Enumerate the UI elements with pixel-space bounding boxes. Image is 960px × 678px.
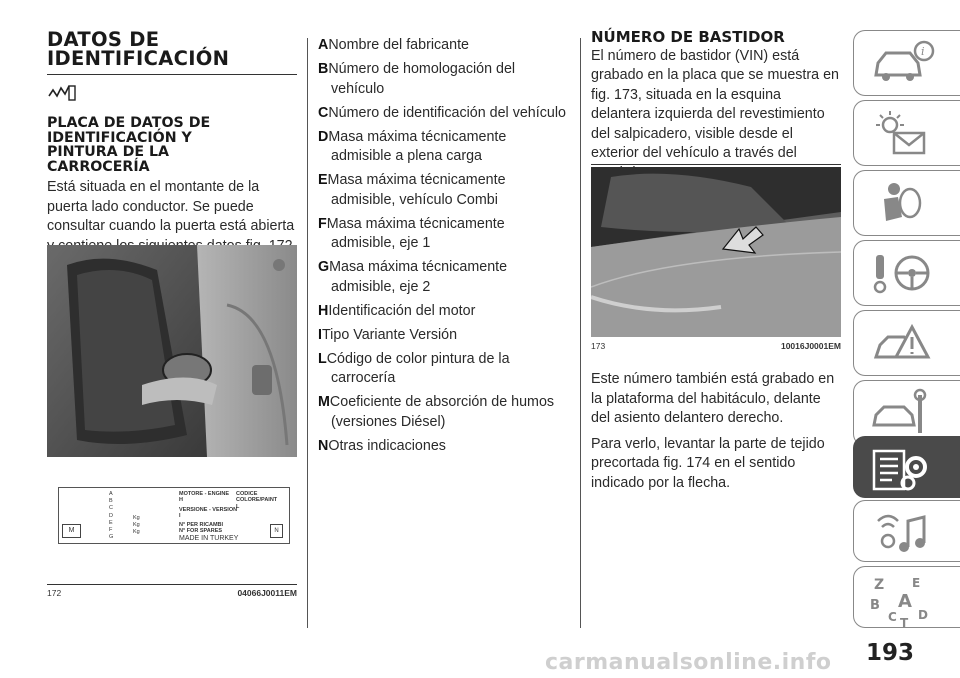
car-info-icon (868, 37, 938, 91)
item-text: Número de identificación del vehículo (328, 104, 566, 121)
plate-n-box: N (270, 524, 283, 538)
subsection-title-line1: PLACA DE DATOS DE (47, 115, 211, 131)
item-text: Masa máxima técnicamente admisible, vehículo Combi (327, 172, 506, 208)
item-text: Coeficiente de absorción de humos (versiones Diésel) (329, 394, 555, 430)
key-steering-wheel-icon (868, 247, 938, 301)
vin-title: NÚMERO DE BASTIDOR (591, 28, 785, 46)
tab-emergency[interactable] (853, 310, 960, 376)
plate-letter: G (109, 534, 114, 541)
technical-data-small-icon (47, 84, 297, 102)
item-text: Número de homologación del vehículo (328, 61, 516, 97)
column-divider (307, 38, 308, 628)
figure-173-caption (591, 341, 841, 351)
alphabetical-index-icon (868, 573, 938, 627)
item-text: Otras indicaciones (328, 437, 446, 454)
tab-index[interactable] (853, 566, 960, 628)
plate-right-text (236, 491, 289, 510)
subsection-title-line3: PINTURA DE LA (47, 144, 170, 160)
item-letter: M (318, 394, 330, 410)
plate-center-text (179, 491, 238, 542)
caption-rule (591, 164, 841, 165)
subsection-title-line2: IDENTIFICACIÓN Y (47, 129, 192, 146)
item-letter: H (318, 302, 329, 319)
plate-text: VERSIONE - VERSION (179, 506, 238, 513)
plate-text: CODICE COLORE/PAINT (236, 491, 278, 504)
middle-column (318, 36, 568, 461)
tab-technical-data[interactable] (853, 436, 960, 498)
figure-172-caption (47, 588, 297, 598)
item-letter: A (318, 37, 329, 53)
vin-paragraph-3: Para verlo, levantar la parte de tejido precortada fig. 174 en el sentido indicado por la flecha. (591, 435, 825, 491)
list-item (318, 258, 568, 297)
watermark: carmanualsonline.info (545, 650, 832, 675)
item-letter: D (318, 128, 329, 145)
svg-text:C: C (888, 610, 897, 624)
item-letter: N (318, 437, 329, 454)
item-text: Masa máxima técnicamente admisible, eje 2 (329, 259, 508, 295)
section-title-line1: DATOS DE (47, 28, 160, 51)
svg-text:i: i (921, 45, 925, 58)
figure-172-photo (47, 245, 297, 457)
subsection-title (47, 116, 297, 174)
svg-text:E: E (912, 576, 921, 590)
plate-letter: F (109, 527, 113, 534)
right-column (591, 30, 841, 183)
plate-text: I (179, 512, 181, 519)
plate-text: L (236, 503, 240, 510)
plate-data-list (318, 36, 568, 456)
item-letter: E (318, 172, 328, 188)
emergency-triangle-icon (868, 317, 938, 371)
title-rule (47, 74, 297, 75)
list-item (318, 215, 568, 254)
figure-173-photo (591, 167, 841, 337)
plate-text: N° FOR SPARES (179, 528, 223, 535)
list-item (318, 36, 568, 56)
plate-m-box: M (62, 524, 81, 538)
tab-safety[interactable] (853, 170, 960, 236)
item-text: Tipo Variante Versión (321, 326, 458, 343)
right-column-lower (591, 370, 841, 493)
list-item (318, 437, 568, 457)
list-item (318, 350, 568, 389)
svg-text:A: A (898, 591, 912, 612)
item-letter: C (318, 104, 329, 121)
item-text: Nombre del fabricante (328, 37, 469, 53)
tab-multimedia[interactable] (853, 500, 960, 562)
vin-paragraph-1: El número de bastidor (VIN) está grabado en la placa que se muestra en fig. 173, situada en la esquina delantera izquierda del revestimiento del salpicadero, visible desde el exterior del vehículo a través del (591, 47, 839, 161)
plate-text: MADE IN TURKEY (179, 534, 239, 542)
figure-number: 172 (47, 588, 62, 598)
section-title-line2: IDENTIFICACIÓN (47, 47, 230, 70)
figure-number: 173 (591, 341, 606, 351)
item-text: Masa máxima técnicamente admisible, eje 1 (326, 215, 505, 251)
left-column (47, 30, 297, 256)
tab-warning-lights[interactable] (853, 100, 960, 166)
plate-description: Está situada en el montante de la puerta lado conductor. Se puede consultar cuando la puerta está abierta (47, 179, 295, 234)
figure-172-plate (58, 487, 290, 544)
vin-paragraph-2: Este número también está grabado en la plataforma del habitáculo, delante del asiento delantero derecho. (591, 371, 835, 426)
page-number: 193 (866, 640, 915, 666)
plate-letter: D (109, 512, 113, 519)
plate-letters (109, 491, 113, 541)
item-letter: I (318, 326, 322, 343)
item-letter: G (318, 259, 330, 275)
item-text: Código de color pintura de la carrocería (326, 350, 510, 386)
list-item (318, 128, 568, 167)
plate-text: N° PER RICAMBI (179, 522, 224, 529)
plate-text: H (179, 497, 183, 504)
item-letter: F (318, 215, 327, 232)
item-letter: L (318, 350, 327, 367)
list-item (318, 302, 568, 322)
figure-code: 10016J0001EM (780, 341, 841, 351)
plate-letter: A (109, 491, 113, 497)
plate-letter: E (109, 519, 113, 526)
subsection-title-line4: CARROCERÍA (47, 158, 150, 175)
warning-lights-icon (868, 107, 938, 161)
item-text: Identificación del motor (328, 302, 476, 319)
item-text: Masa máxima técnicamente admisible a plena carga (328, 128, 507, 164)
figure-code: 04066J0011EM (237, 588, 297, 598)
airbag-seat-icon (868, 177, 938, 231)
list-item (318, 171, 568, 210)
svg-text:Z: Z (874, 577, 885, 593)
svg-text:D: D (918, 608, 928, 622)
tab-car-info[interactable] (853, 30, 960, 96)
svg-text:B: B (870, 598, 880, 613)
plate-letter: B (109, 498, 113, 505)
list-item (318, 326, 568, 346)
plate-text: MOTORE - ENGINE (179, 491, 230, 497)
technical-data-icon (868, 443, 938, 497)
list-item (318, 104, 568, 124)
tab-starting-driving[interactable] (853, 240, 960, 306)
plate-kg-label: Kg (133, 522, 140, 529)
section-title (47, 30, 297, 68)
list-item (318, 393, 568, 432)
multimedia-icon (868, 507, 938, 561)
svg-text:T: T (900, 616, 909, 627)
plate-kg-label: Kg (133, 515, 140, 521)
list-item (318, 60, 568, 99)
plate-kg (133, 515, 140, 537)
plate-letter: C (109, 505, 113, 512)
item-letter: B (318, 61, 329, 77)
column-divider (580, 38, 581, 628)
plate-kg-label: Kg (133, 529, 140, 536)
car-maintenance-icon (868, 387, 938, 441)
caption-rule (47, 584, 297, 585)
